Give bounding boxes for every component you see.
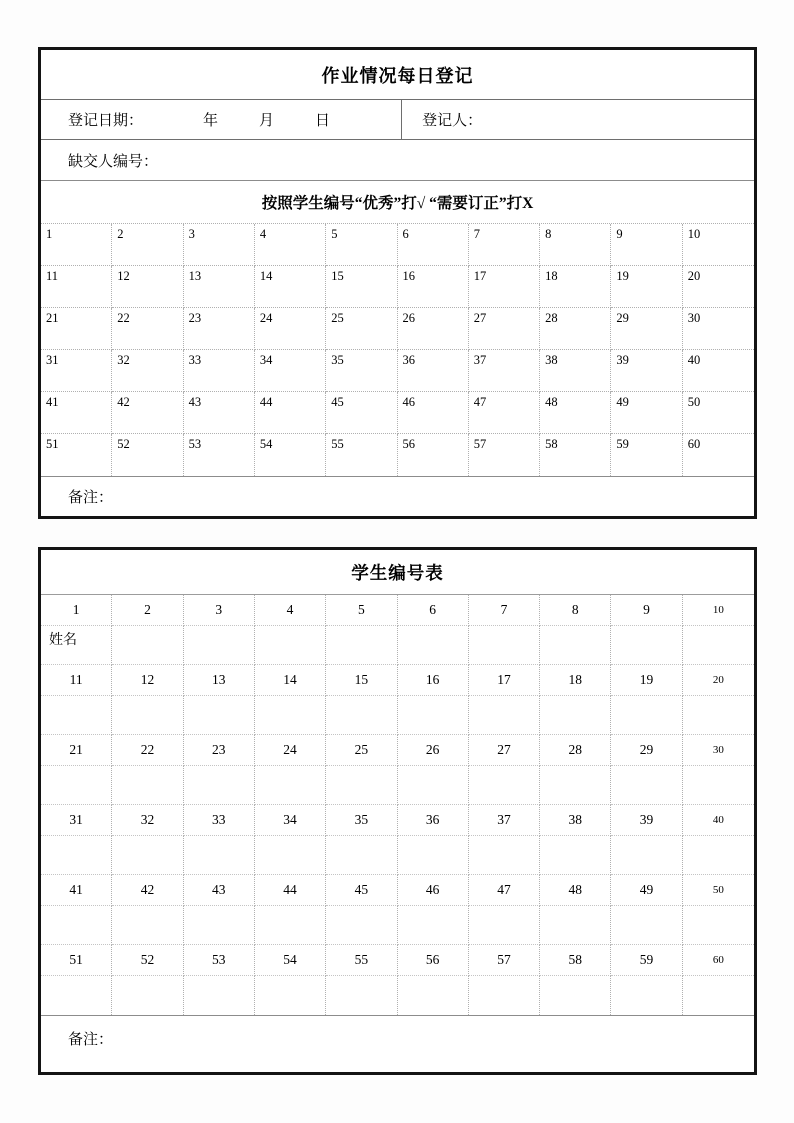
student-number-31: 31: [41, 805, 112, 836]
mark-cell-8: 8: [540, 224, 611, 266]
mark-cell-10: 10: [683, 224, 754, 266]
student-number-table: [38, 547, 757, 1075]
student-number-56: 56: [398, 945, 469, 976]
student-name-cell-49: [611, 906, 682, 945]
student-number-33: 33: [184, 805, 255, 836]
mark-cell-41: 41: [41, 392, 112, 434]
student-name-cell-30: [683, 766, 754, 805]
table1-info-row: [41, 100, 754, 140]
registrar-field: [401, 100, 754, 139]
student-name-cell-58: [540, 976, 611, 1015]
mark-cell-60: 60: [687, 437, 701, 451]
student-number-35: 35: [326, 805, 397, 836]
year-label: 年: [203, 113, 219, 129]
student-name-cell-26: [398, 766, 469, 805]
mark-cell-22: 22: [112, 308, 183, 350]
student-number-30: 30: [683, 735, 754, 766]
mark-number-grid: [41, 223, 754, 476]
mark-cell-30: 30: [683, 308, 754, 350]
register-date-field: [41, 100, 401, 139]
student-name-cell-22: [112, 766, 183, 805]
student-number-37: 37: [469, 805, 540, 836]
student-number-15: 15: [326, 665, 397, 696]
mark-cell-18: 18: [540, 266, 611, 308]
student-name-cell-34: [255, 836, 326, 875]
student-name-cell-57: [469, 976, 540, 1015]
missing-label: 缺交人编号：: [68, 153, 159, 170]
mark-cell-45: 45: [326, 392, 397, 434]
student-number-24: 24: [255, 735, 326, 766]
mark-cell-39: 39: [611, 350, 682, 392]
table1-notes-row: [41, 476, 754, 516]
student-number-46: 46: [398, 875, 469, 906]
mark-cell-36: 36: [398, 350, 469, 392]
table2-notes-row: [41, 1015, 754, 1072]
mark-cell-4: 4: [255, 224, 326, 266]
name-header-label: 姓名: [49, 633, 77, 648]
student-name-cell-38: [540, 836, 611, 875]
mark-cell-56: 56: [398, 434, 469, 476]
mark-cell-49: 49: [611, 392, 682, 434]
mark-cell-48: 48: [540, 392, 611, 434]
mark-cell-37: 37: [469, 350, 540, 392]
student-number-4: 4: [255, 595, 326, 626]
student-name-cell-28: [540, 766, 611, 805]
mark-cell-11: 11: [41, 266, 112, 308]
mark-cell-1: 1: [41, 224, 112, 266]
student-number-21: 21: [41, 735, 112, 766]
student-name-cell-1: [41, 626, 112, 665]
mark-cell-44: 44: [255, 392, 326, 434]
student-number-44: 44: [255, 875, 326, 906]
student-number-58: 58: [540, 945, 611, 976]
student-number-17: 17: [469, 665, 540, 696]
mark-cell-13: 13: [184, 266, 255, 308]
mark-cell-2: 2: [112, 224, 183, 266]
date-label: 登记日期：: [68, 113, 144, 129]
student-name-cell-4: [255, 626, 326, 665]
mark-cell-7: 7: [469, 224, 540, 266]
mark-cell-19: 19: [611, 266, 682, 308]
student-name-cell-41: [41, 906, 112, 945]
student-name-cell-59: [611, 976, 682, 1015]
student-name-cell-9: [611, 626, 682, 665]
mark-cell-33: 33: [184, 350, 255, 392]
student-number-18: 18: [540, 665, 611, 696]
student-name-cell-18: [540, 696, 611, 735]
student-number-40: 40: [683, 805, 754, 836]
mark-cell-24: 24: [255, 308, 326, 350]
student-number-6: 6: [398, 595, 469, 626]
month-label: 月: [259, 113, 275, 129]
mark-cell-28: 28: [540, 308, 611, 350]
student-name-cell-51: [41, 976, 112, 1015]
student-number-32: 32: [112, 805, 183, 836]
student-number-60: 60: [683, 945, 754, 976]
student-number-36: 36: [398, 805, 469, 836]
mark-cell-14: 14: [255, 266, 326, 308]
student-number-43: 43: [184, 875, 255, 906]
student-name-cell-5: [326, 626, 397, 665]
mark-cell-12: 12: [112, 266, 183, 308]
mark-cell-21: 21: [41, 308, 112, 350]
mark-cell-35: 35: [326, 350, 397, 392]
student-name-cell-39: [611, 836, 682, 875]
student-number-12: 12: [112, 665, 183, 696]
student-name-cell-10: [683, 626, 754, 665]
student-name-cell-20: [683, 696, 754, 735]
mark-cell-55: 55: [326, 434, 397, 476]
mark-cell-50: 50: [683, 392, 754, 434]
student-number-2: 2: [112, 595, 183, 626]
student-name-cell-6: [398, 626, 469, 665]
student-name-cell-44: [255, 906, 326, 945]
student-number-23: 23: [184, 735, 255, 766]
student-name-cell-11: [41, 696, 112, 735]
student-number-34: 34: [255, 805, 326, 836]
student-number-55: 55: [326, 945, 397, 976]
student-name-cell-27: [469, 766, 540, 805]
mark-cell-59: 59: [611, 434, 682, 476]
student-number-20: 20: [683, 665, 754, 696]
student-number-5: 5: [326, 595, 397, 626]
mark-cell-20: 20: [683, 266, 754, 308]
student-name-cell-13: [184, 696, 255, 735]
student-number-51: 51: [41, 945, 112, 976]
student-number-19: 19: [611, 665, 682, 696]
student-name-cell-19: [611, 696, 682, 735]
homework-daily-register-table: [38, 47, 757, 519]
student-name-cell-8: [540, 626, 611, 665]
student-number-42: 42: [112, 875, 183, 906]
mark-cell-16: 16: [398, 266, 469, 308]
mark-cell-40: 40: [683, 350, 754, 392]
student-number-1: 1: [41, 595, 112, 626]
student-name-cell-45: [326, 906, 397, 945]
mark-cell-43: 43: [184, 392, 255, 434]
marking-instruction: 按照学生编号“优秀”打√ “需要订正”打X: [261, 195, 534, 212]
mark-cell-47: 47: [469, 392, 540, 434]
student-name-cell-7: [469, 626, 540, 665]
student-name-cell-42: [112, 906, 183, 945]
registrar-label: 登记人：: [422, 113, 483, 129]
mark-cell-46: 46: [398, 392, 469, 434]
student-name-cell-47: [469, 906, 540, 945]
student-name-cell-25: [326, 766, 397, 805]
student-number-16: 16: [398, 665, 469, 696]
mark-cell-32: 32: [112, 350, 183, 392]
student-name-cell-12: [112, 696, 183, 735]
student-name-cell-46: [398, 906, 469, 945]
student-number-47: 47: [469, 875, 540, 906]
student-number-26: 26: [398, 735, 469, 766]
student-number-grid: [41, 595, 754, 1015]
missing-numbers-field: [41, 140, 754, 181]
student-number-49: 49: [611, 875, 682, 906]
student-number-41: 41: [41, 875, 112, 906]
student-name-cell-21: [41, 766, 112, 805]
student-name-cell-32: [112, 836, 183, 875]
student-number-59: 59: [611, 945, 682, 976]
mark-cell-27: 27: [469, 308, 540, 350]
student-name-cell-33: [184, 836, 255, 875]
student-name-cell-43: [184, 906, 255, 945]
mark-cell-34: 34: [255, 350, 326, 392]
student-name-cell-55: [326, 976, 397, 1015]
student-number-50: 50: [683, 875, 754, 906]
day-label: 日: [315, 113, 331, 129]
student-number-52: 52: [112, 945, 183, 976]
notes-label: 备注：: [68, 490, 114, 506]
student-number-3: 3: [184, 595, 255, 626]
student-number-28: 28: [540, 735, 611, 766]
student-name-cell-53: [184, 976, 255, 1015]
student-name-cell-35: [326, 836, 397, 875]
mark-cell-53: 53: [184, 434, 255, 476]
table1-title: 作业情况每日登记: [41, 50, 754, 100]
mark-cell-15: 15: [326, 266, 397, 308]
mark-cell-52: 52: [112, 434, 183, 476]
mark-cell-23: 23: [184, 308, 255, 350]
student-number-7: 7: [469, 595, 540, 626]
student-name-cell-50: [683, 906, 754, 945]
student-number-22: 22: [112, 735, 183, 766]
student-number-27: 27: [469, 735, 540, 766]
student-number-25: 25: [326, 735, 397, 766]
mark-cell-17: 17: [469, 266, 540, 308]
student-name-cell-40: [683, 836, 754, 875]
student-name-cell-56: [398, 976, 469, 1015]
student-name-cell-31: [41, 836, 112, 875]
student-number-14: 14: [255, 665, 326, 696]
student-name-cell-23: [184, 766, 255, 805]
notes-label: 备注：: [68, 1032, 114, 1048]
mark-cell-42: 42: [112, 392, 183, 434]
mark-cell-38: 38: [540, 350, 611, 392]
student-name-cell-54: [255, 976, 326, 1015]
student-number-11: 11: [41, 665, 112, 696]
student-name-cell-17: [469, 696, 540, 735]
mark-cell-58: 58: [540, 434, 611, 476]
student-number-29: 29: [611, 735, 682, 766]
student-name-cell-48: [540, 906, 611, 945]
student-name-cell-15: [326, 696, 397, 735]
student-number-8: 8: [540, 595, 611, 626]
student-number-48: 48: [540, 875, 611, 906]
student-name-cell-36: [398, 836, 469, 875]
student-name-cell-29: [611, 766, 682, 805]
mark-cell-3: 3: [184, 224, 255, 266]
mark-cell-5: 5: [326, 224, 397, 266]
student-number-45: 45: [326, 875, 397, 906]
student-name-cell-16: [398, 696, 469, 735]
mark-cell-54: 54: [255, 434, 326, 476]
mark-cell-57: 57: [469, 434, 540, 476]
student-number-39: 39: [611, 805, 682, 836]
mark-cell-31: 31: [41, 350, 112, 392]
mark-cell-26: 26: [398, 308, 469, 350]
mark-cell-6: 6: [398, 224, 469, 266]
table2-title: 学生编号表: [41, 550, 754, 595]
mark-cell-9: 9: [611, 224, 682, 266]
student-number-53: 53: [184, 945, 255, 976]
mark-cell-29: 29: [611, 308, 682, 350]
student-name-cell-60: [683, 976, 754, 1015]
student-name-cell-24: [255, 766, 326, 805]
student-number-57: 57: [469, 945, 540, 976]
student-name-cell-14: [255, 696, 326, 735]
student-number-13: 13: [184, 665, 255, 696]
student-name-cell-3: [184, 626, 255, 665]
mark-cell-25: 25: [326, 308, 397, 350]
student-name-cell-2: [112, 626, 183, 665]
student-number-54: 54: [255, 945, 326, 976]
student-name-cell-52: [112, 976, 183, 1015]
student-number-38: 38: [540, 805, 611, 836]
student-number-10: 10: [683, 595, 754, 626]
student-name-cell-37: [469, 836, 540, 875]
mark-cell-51: 51: [41, 434, 112, 476]
student-number-9: 9: [611, 595, 682, 626]
